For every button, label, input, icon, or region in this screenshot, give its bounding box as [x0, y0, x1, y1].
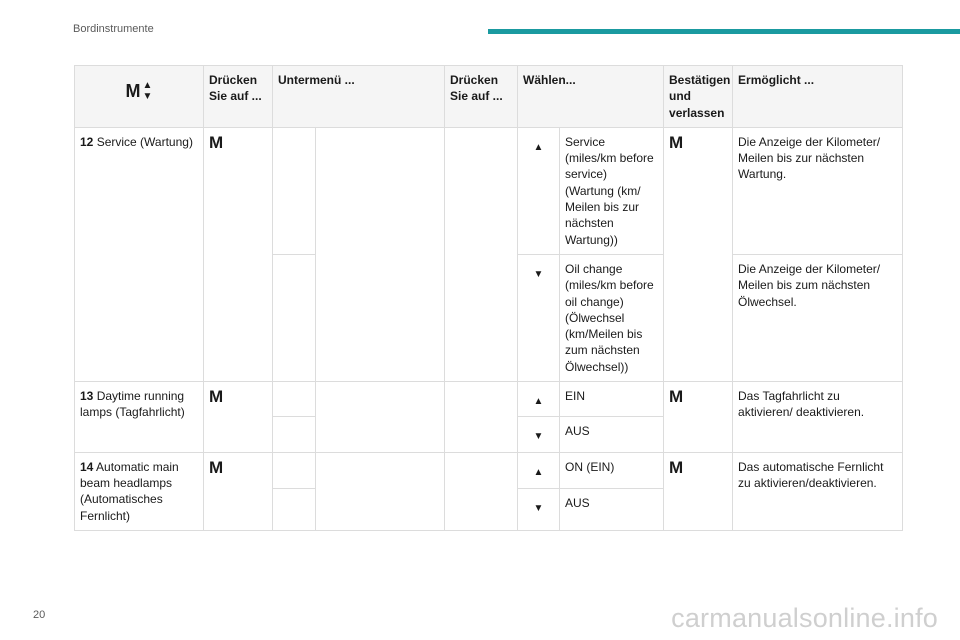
- empty-cell: [445, 127, 518, 381]
- confirm-m-cell: [664, 452, 733, 530]
- header-press: Drücken Sie auf ...: [204, 66, 273, 128]
- press-m-cell: [204, 127, 273, 381]
- header-icon-cell: [75, 66, 204, 128]
- arrow-up-icon: ▲: [142, 80, 153, 91]
- header-accent-bar: [488, 29, 960, 34]
- empty-cell: [273, 254, 316, 381]
- header-enables: Ermöglicht ...: [733, 66, 903, 128]
- m-button-icon: M: [669, 457, 684, 477]
- option-description: Das Tagfahrlicht zu aktivieren/ deaktivieren.: [733, 382, 903, 453]
- option-label: Oil change (miles/km before oil change) (Ölwechsel (km/Meilen bis zum nächsten Ölwechsel)): [560, 254, 664, 381]
- header-submenu: Untermenü ...: [273, 66, 445, 128]
- m-button-icon: M: [209, 387, 224, 407]
- table-row: [75, 382, 903, 417]
- press-m-cell: [204, 452, 273, 530]
- header-confirm: Bestätigen und verlassen: [664, 66, 733, 128]
- empty-cell: [273, 452, 316, 489]
- section-title: Bordinstrumente: [73, 23, 154, 35]
- arrow-down-icon: ▼: [533, 268, 544, 280]
- option-description: Das automatische Fernlicht zu aktivieren/deaktivieren.: [733, 452, 903, 530]
- empty-cell: [445, 382, 518, 453]
- table-header-row: [75, 66, 903, 128]
- empty-cell: [273, 382, 316, 417]
- header-press-2: Drücken Sie auf ...: [445, 66, 518, 128]
- option-label: EIN: [560, 382, 664, 417]
- arrow-up-icon: ▲: [533, 141, 544, 153]
- empty-cell: [273, 127, 316, 254]
- option-label: AUS: [560, 417, 664, 452]
- empty-cell: [273, 417, 316, 452]
- menu-item-label: 14 Automatic main beam headlamps (Automatisches Fernlicht): [75, 452, 204, 530]
- arrow-up-cell: [518, 127, 560, 254]
- option-label: Service (miles/km before service) (Wartung (km/ Meilen bis zur nächsten Wartung)): [560, 127, 664, 254]
- press-m-cell: [204, 382, 273, 453]
- confirm-m-cell: [664, 382, 733, 453]
- empty-cell: [273, 489, 316, 531]
- arrow-down-cell: [518, 417, 560, 452]
- arrow-up-cell: [518, 452, 560, 489]
- option-description: Die Anzeige der Kilometer/ Meilen bis zur nächsten Wartung.: [733, 127, 903, 254]
- arrow-down-icon: ▼: [142, 91, 153, 102]
- m-button-icon: M: [209, 457, 224, 477]
- option-label: AUS: [560, 489, 664, 531]
- m-button-icon: M: [209, 132, 224, 152]
- empty-cell: [316, 382, 445, 453]
- empty-cell: [316, 452, 445, 530]
- watermark: carmanualsonline.info: [671, 603, 938, 633]
- arrow-up-icon: ▲: [533, 466, 544, 478]
- arrow-up-cell: [518, 382, 560, 417]
- m-button-icon: M: [669, 387, 684, 407]
- menu-item-label: 12 Service (Wartung): [75, 127, 204, 381]
- empty-cell: [316, 127, 445, 381]
- menu-item-label: 13 Daytime running lamps (Tagfahrlicht): [75, 382, 204, 453]
- m-button-icon: M ▲ ▼: [125, 80, 153, 102]
- header-select: Wählen...: [518, 66, 664, 128]
- arrow-down-icon: ▼: [533, 503, 544, 515]
- confirm-m-cell: [664, 127, 733, 381]
- arrow-down-cell: [518, 489, 560, 531]
- menu-settings-table: [74, 65, 903, 531]
- table-row: [75, 127, 903, 254]
- empty-cell: [445, 452, 518, 530]
- m-button-icon: M: [669, 132, 684, 152]
- table-row: [75, 452, 903, 489]
- option-label: ON (EIN): [560, 452, 664, 489]
- arrow-down-icon: ▼: [533, 431, 544, 443]
- arrow-down-cell: [518, 254, 560, 381]
- arrow-up-icon: ▲: [533, 396, 544, 408]
- option-description: Die Anzeige der Kilometer/ Meilen bis zum nächsten Ölwechsel.: [733, 254, 903, 381]
- page-number: 20: [33, 609, 46, 621]
